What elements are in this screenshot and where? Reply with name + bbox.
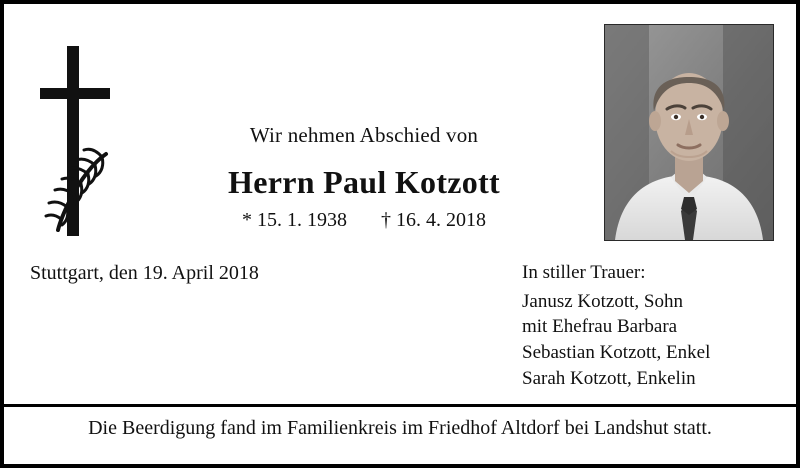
lead-text: Wir nehmen Abschied von (249, 123, 479, 147)
cross-with-fern-icon (32, 46, 122, 236)
birth-date: * 15. 1. 1938 (242, 209, 347, 232)
footer-divider (4, 404, 796, 407)
death-date: † 16. 4. 2018 (381, 209, 486, 232)
mourner-name: mit Ehefrau Barbara (522, 316, 678, 338)
mourner-name: Sarah Kotzott, Enkelin (522, 367, 696, 389)
obituary-inner (4, 4, 796, 464)
footer-text: Die Beerdigung fand im Familienkreis im Friedhof Altdorf bei Landshut statt. (88, 417, 712, 439)
deceased-name: Herrn Paul Kotzott (228, 164, 500, 201)
mourner-name: Sebastian Kotzott, Enkel (522, 341, 711, 363)
life-dates (154, 209, 574, 232)
mourner-name: Janusz Kotzott, Sohn (522, 290, 683, 312)
mourning-block (522, 260, 710, 391)
place-and-date: Stuttgart, den 19. April 2018 (30, 262, 259, 284)
mourning-title: In stiller Trauer: (522, 262, 646, 283)
portrait-photo (604, 24, 774, 241)
center-block (154, 122, 574, 232)
